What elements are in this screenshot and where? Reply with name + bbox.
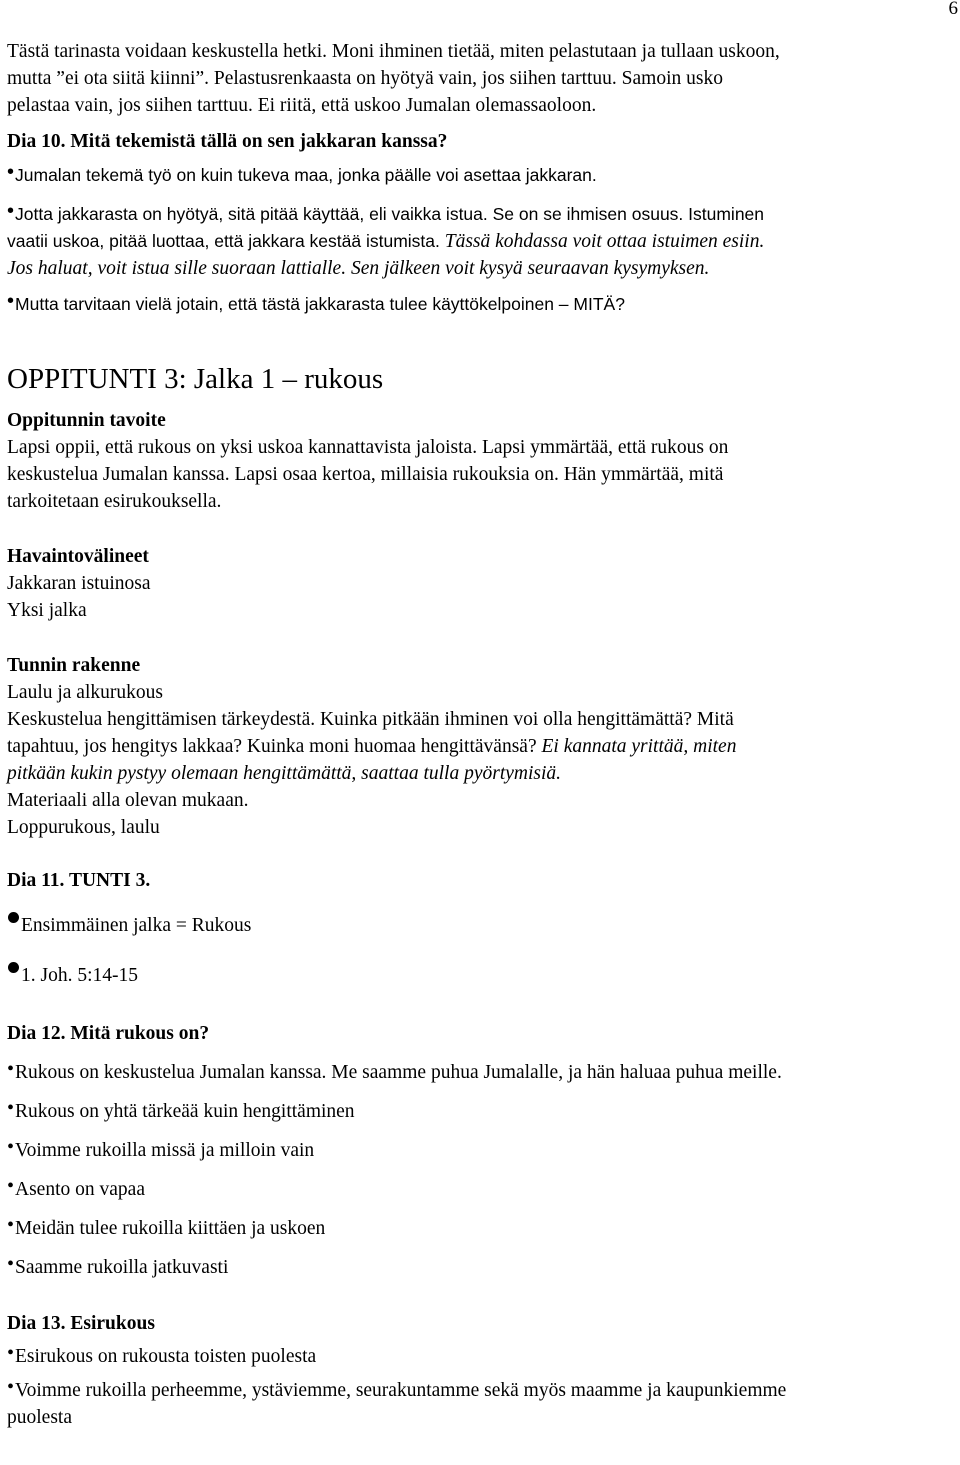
list-item-text: Jumalan tekemä työ on kuin tukeva maa, jonka päälle voi asettaa jakkaran. <box>15 165 597 185</box>
instruction-text: Ei kannata yrittää, miten <box>541 736 737 757</box>
list-item <box>7 1056 957 1086</box>
dia-13-section <box>7 1310 957 1431</box>
list-item-text: Jotta jakkarasta on hyötyä, sitä pitää käyttää, eli vaikka istua. Se on se ihmisen osuus. Istuminen <box>15 204 765 224</box>
intro-paragraph <box>7 38 957 119</box>
structure-item <box>7 733 957 760</box>
list-item-text: vaatii uskoa, pitää luottaa, että jakkara kestää istumista. <box>7 231 445 251</box>
dia-12-heading: Dia 12. Mitä rukous on? <box>7 1023 210 1044</box>
list-item-line <box>7 198 957 228</box>
dia-13-heading: Dia 13. Esirukous <box>7 1313 155 1334</box>
structure-heading: Tunnin rakenne <box>7 655 141 676</box>
list-item-text: Ensimmäinen jalka = Rukous <box>21 915 252 936</box>
bullet-icon: • <box>7 1175 15 1197</box>
page-number: 6 <box>948 0 958 19</box>
goal-heading: Oppitunnin tavoite <box>7 410 166 431</box>
bullet-icon: • <box>7 1253 15 1275</box>
instruction-text: Tässä kohdassa voit ottaa istuimen esiin. <box>444 231 765 252</box>
list-item-text: Meidän tulee rukoilla kiittäen ja uskoen <box>15 1218 326 1239</box>
list-item <box>7 1173 957 1203</box>
lesson-title: OPPITUNTI 3: Jalka 1 – rukous <box>7 363 384 395</box>
dia-10-heading: Dia 10. Mitä tekemistä tällä on sen jakkaran kanssa? <box>7 131 448 152</box>
dia-10-section <box>7 128 957 318</box>
instruction-text: pitkään kukin pystyy olemaan hengittämättä, saattaa tulla pyörtymisiä. <box>7 763 562 784</box>
instruction-text: Jos haluat, voit istua sille suoraan lattialle. Sen jälkeen voit kysyä seuraavan kysymyksen. <box>7 258 710 279</box>
list-item-text: Saamme rukoilla jatkuvasti <box>15 1257 229 1278</box>
intro-line: mutta ”ei ota siitä kiinni”. Pelastusrenkaasta on hyötyä vain, jos siihen tarttuu. Samoin usko <box>7 68 723 89</box>
list-item-text: Asento on vapaa <box>15 1179 145 1200</box>
bullet-icon: • <box>7 1136 15 1158</box>
bullet-icon: • <box>7 290 15 312</box>
list-item-text: Voimme rukoilla missä ja milloin vain <box>15 1140 315 1161</box>
dia-11-section <box>7 867 957 989</box>
materials-heading: Havaintovälineet <box>7 546 149 567</box>
list-item <box>7 1374 957 1404</box>
list-item <box>7 1095 957 1125</box>
dia-12-section <box>7 1020 957 1281</box>
material-item: Yksi jalka <box>7 600 87 621</box>
goal-line: keskustelua Jumalan kanssa. Lapsi osaa kertoa, millaisia rukouksia on. Hän ymmärtää, mitä <box>7 464 724 485</box>
bullet-icon <box>8 912 19 923</box>
structure-item: Laulu ja alkurukous <box>7 682 163 703</box>
structure-item: Keskustelua hengittämisen tärkeydestä. Kuinka pitkään ihminen voi olla hengittämättä? Mitä <box>7 709 734 730</box>
list-item <box>7 1340 957 1370</box>
list-item <box>7 1134 957 1164</box>
list-item-text: Rukous on yhtä tärkeää kuin hengittäminen <box>15 1101 355 1122</box>
lesson-section <box>7 362 957 841</box>
bullet-icon: • <box>7 1214 15 1236</box>
bullet-icon: • <box>7 1342 15 1364</box>
list-item <box>7 159 957 189</box>
bullet-icon: • <box>7 161 15 183</box>
structure-item: Materiaali alla olevan mukaan. <box>7 790 249 811</box>
goal-line: Lapsi oppii, että rukous on yksi uskoa kannattavista jaloista. Lapsi ymmärtää, että rukous on <box>7 437 729 458</box>
list-item-text: Voimme rukoilla perheemme, ystäviemme, seurakuntamme sekä myös maamme ja kaupunkiemme <box>15 1380 787 1401</box>
bullet-icon: • <box>7 1058 15 1080</box>
intro-line: Tästä tarinasta voidaan keskustella hetki. Moni ihminen tietää, miten pelastutaan ja tullaan uskoon, <box>7 41 780 62</box>
bullet-icon: • <box>7 1376 15 1398</box>
intro-line: pelastaa vain, jos siihen tarttuu. Ei riitä, että uskoo Jumalan olemassaoloon. <box>7 95 597 116</box>
list-item <box>7 288 957 318</box>
list-item-text: 1. Joh. 5:14-15 <box>21 965 138 986</box>
list-item <box>7 198 957 282</box>
list-item-line: puolesta <box>7 1407 72 1428</box>
bullet-icon: • <box>7 1097 15 1119</box>
structure-item-text: tapahtuu, jos hengitys lakkaa? Kuinka moni huomaa hengittävänsä? <box>7 736 542 757</box>
list-item-line <box>7 228 957 255</box>
list-item <box>7 912 957 939</box>
list-item-text: Mutta tarvitaan vielä jotain, että tästä jakkarasta tulee käyttökelpoinen – MITÄ? <box>15 294 625 314</box>
goal-line: tarkoitetaan esirukouksella. <box>7 491 222 512</box>
list-item <box>7 962 957 989</box>
list-item <box>7 1212 957 1242</box>
dia-11-heading: Dia 11. TUNTI 3. <box>7 870 151 891</box>
list-item-text: Esirukous on rukousta toisten puolesta <box>15 1346 317 1367</box>
bullet-icon: • <box>7 200 15 222</box>
material-item: Jakkaran istuinosa <box>7 573 151 594</box>
structure-item: Loppurukous, laulu <box>7 817 160 838</box>
document-body <box>7 38 957 1431</box>
list-item <box>7 1251 957 1281</box>
list-item-text: Rukous on keskustelua Jumalan kanssa. Me saamme puhua Jumalalle, ja hän haluaa puhua meille. <box>15 1062 782 1083</box>
bullet-icon <box>8 962 19 973</box>
